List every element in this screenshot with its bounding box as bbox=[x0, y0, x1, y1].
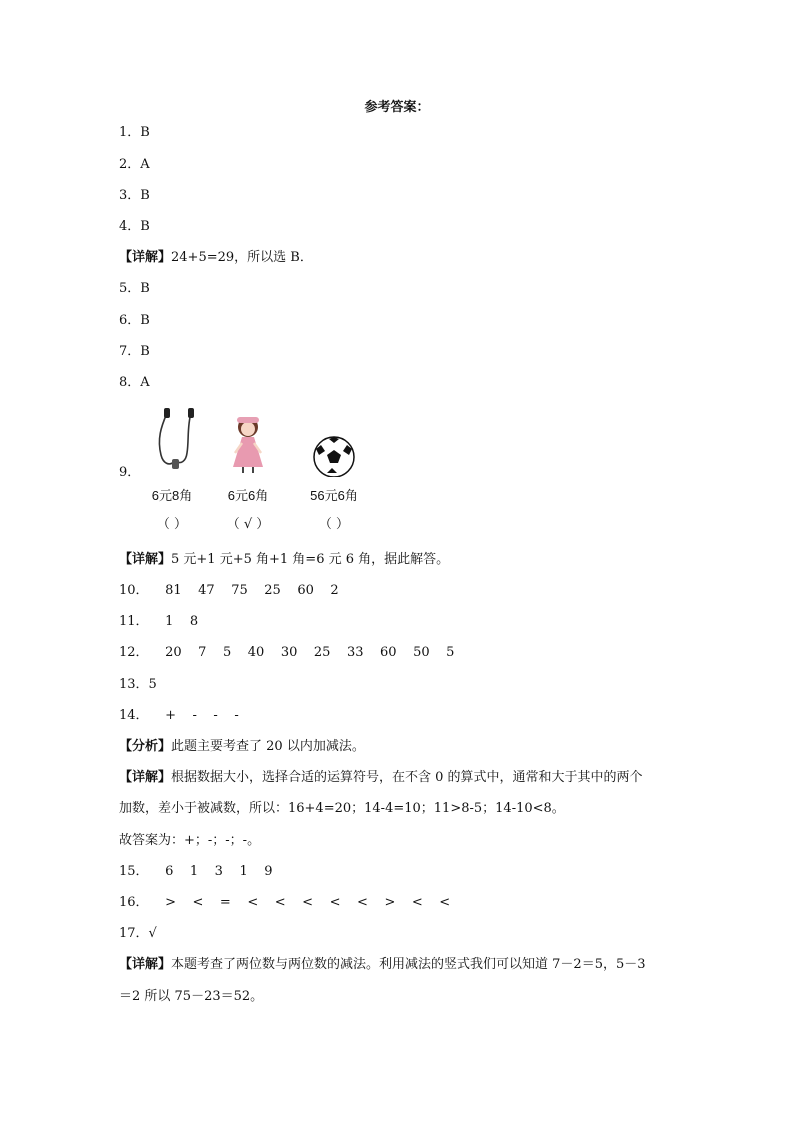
answer-9-number: 9． bbox=[119, 465, 141, 480]
answer-11: 11． 1 8 bbox=[119, 614, 199, 629]
detail-text: 24+5=29，所以选 B． bbox=[171, 250, 313, 265]
answer-9-detail bbox=[119, 551, 449, 569]
doll-icon bbox=[213, 405, 283, 475]
answer-4: 4．B bbox=[119, 219, 150, 234]
answer-14-result: 故答案为：+；-；-；-。 bbox=[119, 833, 261, 848]
answer-5: 5．B bbox=[119, 281, 150, 296]
earphones-price: 6元8角 bbox=[151, 488, 193, 503]
answer-8: 8．A bbox=[119, 375, 150, 390]
analysis-label: 【分析】 bbox=[119, 739, 172, 754]
detail-label: 【详解】 bbox=[119, 957, 172, 972]
answer-3: 3．B bbox=[119, 188, 150, 203]
answer-10: 10． 81 47 75 25 60 2 bbox=[119, 583, 339, 598]
analysis-text: 此题主要考查了 20 以内加减法。 bbox=[171, 739, 365, 754]
earphones-option bbox=[137, 405, 207, 532]
doll-price: 6元6角 bbox=[227, 488, 269, 503]
answer-17: 17．√ bbox=[119, 926, 157, 941]
answer-4-detail bbox=[119, 249, 313, 267]
detail-label: 【详解】 bbox=[119, 250, 172, 265]
answer-12: 12． 20 7 5 40 30 25 33 60 50 5 bbox=[119, 645, 455, 660]
answer-14: 14． + - - - bbox=[119, 708, 239, 723]
earphones-answer: （ ） bbox=[156, 517, 188, 532]
answer-2: 2．A bbox=[119, 157, 150, 172]
earphones-icon bbox=[137, 405, 207, 475]
answer-14-detail bbox=[119, 769, 643, 787]
detail-text: 本题考查了两位数与两位数的减法。利用减法的竖式我们可以知道 7－2＝5，5－3 bbox=[171, 957, 646, 972]
answer-14-detail-cont: 加数，差小于被减数，所以：16+4=20；14-4=10；11>8-5；14-10<8。 bbox=[119, 801, 565, 816]
answer-17-detail bbox=[119, 956, 646, 974]
answer-14-analysis bbox=[119, 738, 365, 756]
answer-1: 1．B bbox=[119, 125, 150, 140]
answer-9 bbox=[119, 405, 419, 535]
soccer-ball-price: 56元6角 bbox=[310, 488, 358, 503]
answer-16: 16． > < = < < < < < > < < bbox=[119, 895, 451, 910]
soccer-ball-icon bbox=[299, 405, 369, 475]
soccer-ball-answer: （ ） bbox=[318, 517, 350, 532]
page-title: 参考答案： bbox=[364, 100, 430, 115]
doll-option bbox=[213, 405, 283, 532]
detail-label: 【详解】 bbox=[119, 552, 172, 567]
answer-17-detail-cont: ＝2 所以 75－23＝52。 bbox=[119, 989, 264, 1004]
answer-7: 7．B bbox=[119, 344, 150, 359]
detail-label: 【详解】 bbox=[119, 770, 172, 785]
detail-text: 根据数据大小，选择合适的运算符号，在不含 0 的算式中，通常和大于其中的两个 bbox=[171, 770, 643, 785]
answer-13: 13．5 bbox=[119, 677, 157, 692]
answer-6: 6．B bbox=[119, 313, 150, 328]
answer-15: 15． 6 1 3 1 9 bbox=[119, 864, 273, 879]
doll-answer: （ √ ） bbox=[226, 517, 270, 532]
detail-text: 5 元+1 元+5 角+1 角=6 元 6 角，据此解答。 bbox=[171, 552, 450, 567]
soccer-ball-option bbox=[299, 405, 369, 532]
